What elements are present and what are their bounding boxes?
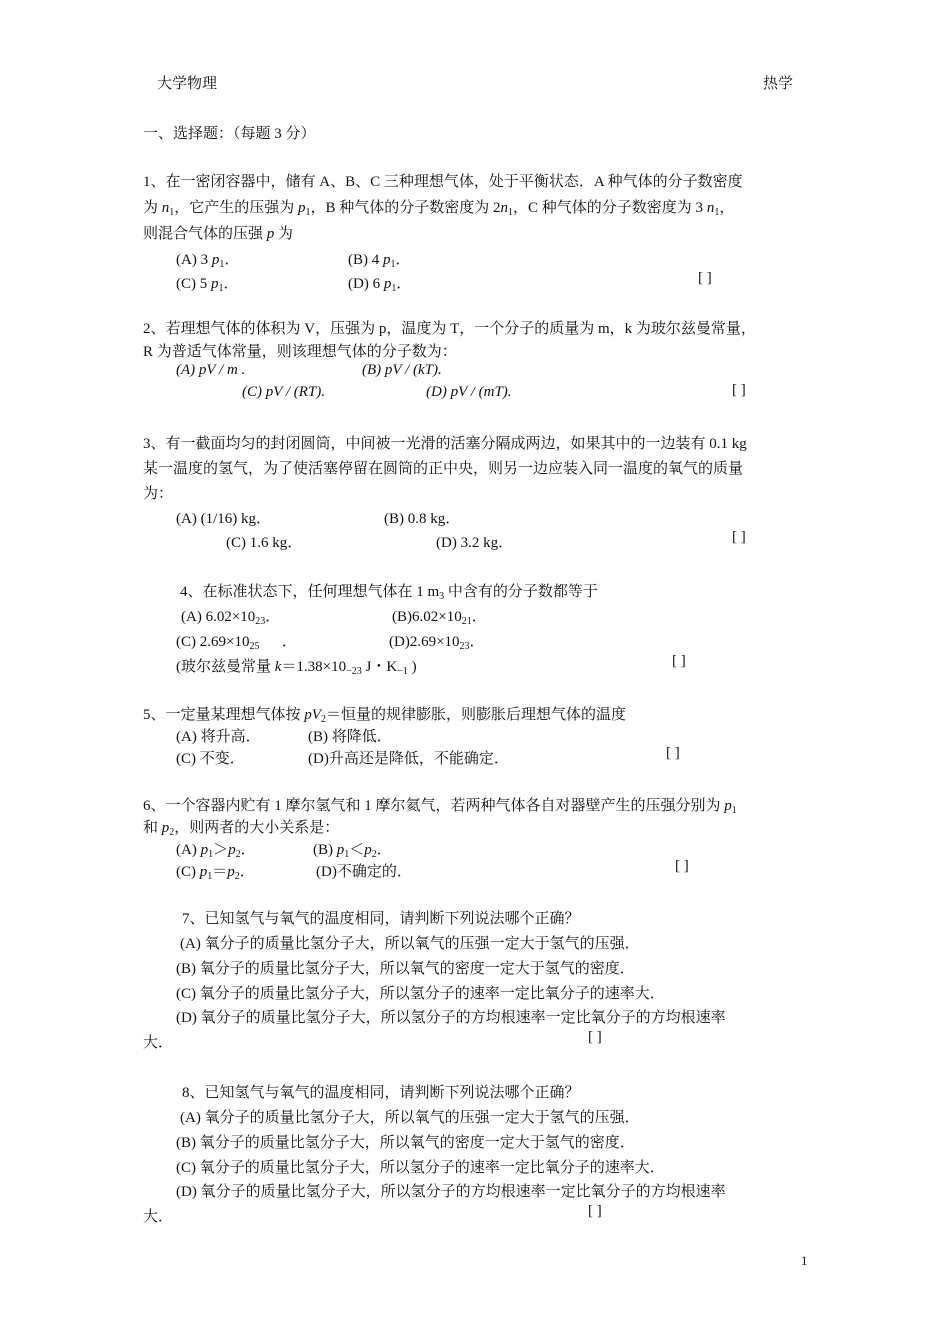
q1-text: ，B 种气体的分子数密度为 2 (310, 200, 501, 216)
q1-line-1: 1、在一密闭容器中，储有 A、B、C 三种理想气体，处于平衡状态．A 种气体的分子数密度 (143, 174, 743, 190)
q1-line-2 (143, 196, 734, 217)
var-k: k (274, 659, 282, 675)
period: ． (259, 634, 297, 650)
q3-answer-bracket[interactable]: [ ] (732, 529, 746, 545)
q4-option-c[interactable] (176, 630, 297, 651)
exponent: 23 (459, 641, 470, 652)
q4-note (176, 655, 417, 676)
header-right: 热学 (763, 76, 794, 92)
q2-option-b[interactable]: (B) pV / (kT). (362, 362, 442, 378)
q5-option-b[interactable]: (B) 将降低． (308, 729, 392, 745)
option-label: (B) (313, 842, 337, 858)
header-left: 大学物理 (157, 76, 218, 92)
q8-option-d[interactable]: (D) 氧分子的质量比氢分子大，所以氢分子的方均根速率一定比氧分子的方均根速率 (176, 1184, 726, 1200)
q1-text: 为 (274, 226, 294, 242)
q1-line-3 (143, 222, 293, 243)
q8-line-1: 8、已知氢气与氧气的温度相同，请判断下列说法哪个正确？ (182, 1085, 580, 1101)
q3-line-2: 某一温度的氢气，为了使活塞停留在圆筒的正中央，则另一边应装入同一温度的氧气的质量 (143, 461, 744, 477)
q1-option-a[interactable] (176, 248, 239, 269)
q6-text: 6、一个容器内贮有 1 摩尔氢气和 1 摩尔氦气，若两种气体各自对器壁产生的压强分别为 (143, 798, 725, 814)
q6-text: ，则两者的大小关系是： (174, 820, 340, 836)
period: ． (376, 842, 392, 858)
q6-answer-bracket[interactable]: [ ] (675, 858, 689, 874)
option-label: (C) 5 (176, 276, 211, 292)
q5-line-1 (143, 703, 626, 724)
q6-line-2: 和 $p_2$，则两者的大小关系是： (143, 820, 340, 838)
q1-text: 则混合气体的压强 (143, 226, 267, 242)
q4-text: (玻尔兹曼常量 (176, 659, 275, 675)
q6-option-b[interactable]: (B) $p_1<p_2$． (313, 842, 392, 860)
operator: ＝ (212, 864, 228, 880)
sub-1: 1 (731, 805, 737, 816)
period: ． (265, 609, 281, 625)
q7-option-a[interactable]: (A) 氧分子的质量比氢分子大，所以氧气的压强一定大于氢气的压强． (180, 936, 640, 952)
option-text: (B)6.02×10 (392, 609, 462, 625)
var-p: p (724, 798, 732, 814)
var-p: p (200, 842, 209, 858)
q1-option-d[interactable] (348, 272, 411, 293)
var-p: p (228, 842, 236, 858)
q3-option-c[interactable]: (C) 1.6 kg． (226, 535, 303, 551)
q2-option-a[interactable]: (A) pV / m . (176, 362, 246, 378)
q4-line-1 (180, 580, 598, 601)
q8-option-a[interactable]: (A) 氧分子的质量比氢分子大，所以氧气的压强一定大于氢气的压强． (180, 1110, 640, 1126)
var-p: p (199, 864, 208, 880)
exponent: 21 (461, 616, 472, 627)
q6-line-1 (143, 794, 737, 815)
q4-text: ＝1.38×10 (281, 659, 347, 675)
option-label: (A) (176, 842, 201, 858)
period: ． (223, 276, 239, 292)
exponent: 25 (249, 641, 260, 652)
sub-1: 1 (714, 207, 720, 218)
q3-line-3: 为： (143, 486, 174, 502)
period: ． (239, 864, 255, 880)
sub-1: 1 (508, 207, 514, 218)
q1-option-c[interactable] (176, 272, 239, 293)
q4-option-a[interactable] (181, 605, 280, 626)
option-text: (C) 2.69×10 (176, 634, 250, 650)
operator: ＜ (349, 842, 365, 858)
period: ． (395, 252, 411, 268)
q7-option-d[interactable]: (D) 氧分子的质量比氢分子大，所以氢分子的方均根速率一定比氧分子的方均根速率 (176, 1010, 726, 1026)
q5-option-a[interactable]: (A) 将升高． (176, 729, 261, 745)
section-title: 一、选择题：（每题 3 分） (143, 126, 316, 142)
q4-text: 中含有的分子数都等于 (444, 584, 598, 600)
q5-answer-bracket[interactable]: [ ] (666, 745, 680, 761)
period: ． (471, 609, 487, 625)
q4-option-b[interactable] (392, 605, 487, 626)
q1-option-b[interactable] (348, 248, 411, 269)
q5-text: 5、一定量某理想气体按 (143, 707, 305, 723)
q8-answer-bracket[interactable]: [ ] (588, 1203, 602, 1219)
q4-answer-bracket[interactable]: [ ] (672, 653, 686, 669)
q3-option-a[interactable]: (A) (1/16) kg． (176, 511, 271, 527)
q6-option-d[interactable]: (D)不确定的． (316, 864, 412, 880)
sub-1: 1 (305, 207, 311, 218)
q3-option-d[interactable]: (D) 3.2 kg． (436, 535, 514, 551)
q4-text: 4、在标准状态下，任何理想气体在 1 m (180, 584, 440, 600)
sub-1: 1 (391, 283, 397, 294)
q2-line-1: 2、若理想气体的体积为 V，压强为 p，温度为 T，一个分子的质量为 m，k 为玻尔兹曼常量， (143, 321, 756, 337)
exponent: −1 (397, 666, 408, 677)
sub-1: 1 (218, 283, 224, 294)
q3-line-1: 3、有一截面均匀的封闭圆筒，中间被一光滑的活塞分隔成两边，如果其中的一边装有 0.1 kg (143, 436, 747, 452)
q2-line-2: R 为普适气体常量，则该理想气体的分子数为： (143, 344, 457, 360)
q3-option-b[interactable]: (B) 0.8 kg． (384, 511, 461, 527)
q7-option-b[interactable]: (B) 氧分子的质量比氢分子大，所以氧气的密度一定大于氢气的密度． (176, 961, 635, 977)
q5-option-d[interactable]: (D)升高还是降低，不能确定． (308, 751, 509, 767)
q4-text: ) (407, 659, 417, 675)
var-p: p (336, 842, 345, 858)
sub-1: 1 (169, 207, 175, 218)
q7-option-d-cont: 大． (143, 1035, 174, 1051)
q2-option-c[interactable]: (C) pV / (RT). (242, 384, 326, 400)
var-n: n (706, 200, 715, 216)
page-number: 1 (801, 1253, 808, 1268)
q1-text: ，它产生的压强为 (174, 200, 299, 216)
q1-answer-bracket[interactable]: [ ] (698, 270, 712, 286)
var-n: n (161, 200, 170, 216)
q7-answer-bracket[interactable]: [ ] (588, 1029, 602, 1045)
var-pv: pV (304, 707, 321, 723)
var-n: n (500, 200, 509, 216)
q2-answer-bracket[interactable]: [ ] (732, 382, 746, 398)
period: ． (224, 252, 240, 268)
option-label: (B) 4 (348, 252, 383, 268)
period: ． (240, 842, 256, 858)
var-p: p (211, 276, 219, 292)
var-p: p (161, 820, 170, 836)
q1-text: ， (719, 200, 735, 216)
exponent: −23 (346, 666, 362, 677)
option-label: (D) 6 (348, 276, 384, 292)
var-p: p (383, 252, 391, 268)
q8-option-c[interactable]: (C) 氧分子的质量比氢分子大，所以氢分子的速率一定比氧分子的速率大． (176, 1160, 665, 1176)
q8-option-d-cont: 大． (143, 1209, 174, 1225)
q1-text: ，C 种气体的分子数密度为 3 (513, 200, 707, 216)
option-text: (D)2.69×10 (389, 634, 460, 650)
period: ． (396, 276, 412, 292)
q6-option-c[interactable]: (C) $p_1=p_2$． (176, 864, 255, 882)
q5-option-c[interactable]: (C) 不变． (176, 751, 245, 767)
q7-option-c[interactable]: (C) 氧分子的质量比氢分子大，所以氢分子的速率一定比氧分子的速率大． (176, 986, 665, 1002)
q1-text: 为 (143, 200, 162, 216)
option-label: (C) (176, 864, 200, 880)
q6-option-a[interactable]: (A) $p_1>p_2$． (176, 842, 256, 860)
exponent: 2 (320, 714, 326, 725)
exponent: 3 (439, 591, 445, 602)
option-label: (A) 3 (176, 252, 212, 268)
sub-1: 1 (390, 259, 396, 270)
sub-1: 1 (219, 259, 225, 270)
var-p: p (383, 276, 392, 292)
q2-option-d[interactable]: (D) pV / (mT). (426, 384, 512, 400)
exponent: 23 (255, 616, 266, 627)
option-text: (A) 6.02×10 (181, 609, 256, 625)
var-p: p (211, 252, 220, 268)
q6-text: 和 (143, 820, 162, 836)
q8-option-b[interactable]: (B) 氧分子的质量比氢分子大，所以氧气的密度一定大于氢气的密度． (176, 1135, 635, 1151)
q7-line-1: 7、已知氢气与氧气的温度相同，请判断下列说法哪个正确？ (182, 911, 580, 927)
var-p: p (266, 226, 275, 242)
var-p: p (364, 842, 372, 858)
operator: ＞ (213, 842, 229, 858)
var-p: p (227, 864, 235, 880)
period: ． (469, 634, 485, 650)
q4-option-d[interactable] (389, 630, 485, 651)
q4-text: J・K (361, 659, 398, 675)
var-p: p (298, 200, 306, 216)
q5-text: ＝恒量的规律膨胀，则膨胀后理想气体的温度 (325, 707, 626, 723)
